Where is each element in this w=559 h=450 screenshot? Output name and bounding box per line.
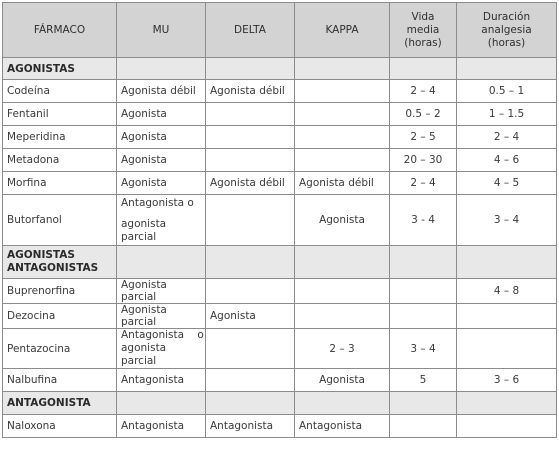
cell-mu: Agonista xyxy=(117,103,206,126)
cell-vida xyxy=(390,279,457,304)
cell-farmaco: Codeína xyxy=(3,80,117,103)
header-farmaco: FÁRMACO xyxy=(3,3,117,58)
cell-delta xyxy=(206,195,295,246)
cell-duracion: 3 – 4 xyxy=(457,195,557,246)
cell-mu-line1: Antagonista o xyxy=(121,329,204,341)
cell-delta: Antagonista xyxy=(206,415,295,438)
cell-mu: Agonista xyxy=(117,172,206,195)
cell-vida: 3 – 4 xyxy=(390,329,457,369)
cell-kappa xyxy=(295,80,390,103)
cell-kappa: Antagonista xyxy=(295,415,390,438)
cell-mu: Agonista parcial xyxy=(117,304,206,329)
cell-vida: 2 – 4 xyxy=(390,80,457,103)
table-row-buprenorfina xyxy=(3,279,557,304)
cell-duracion: 4 – 5 xyxy=(457,172,557,195)
group-label-agonistas-antagonistas xyxy=(3,246,117,279)
cell-duracion: 0.5 – 1 xyxy=(457,80,557,103)
cell-kappa: Agonista xyxy=(295,195,390,246)
cell-delta xyxy=(206,329,295,369)
header-duracion-analgesia xyxy=(457,3,557,58)
cell-vida xyxy=(390,415,457,438)
cell-kappa: 2 – 3 xyxy=(295,329,390,369)
cell-farmaco: Naloxona xyxy=(3,415,117,438)
table-row-pentazocina xyxy=(3,329,557,369)
cell-mu-line1: Antagonista o xyxy=(121,196,194,209)
cell-delta xyxy=(206,126,295,149)
cell-kappa xyxy=(295,103,390,126)
cell-farmaco: Morfina xyxy=(3,172,117,195)
cell-duracion: 2 – 4 xyxy=(457,126,557,149)
cell-delta: Agonista débil xyxy=(206,80,295,103)
cell-duracion: 4 – 6 xyxy=(457,149,557,172)
table-row-morfina xyxy=(3,172,557,195)
group-row-agonistas-antagonistas xyxy=(3,246,557,279)
cell-mu: Agonista xyxy=(117,126,206,149)
header-vida-line3: (horas) xyxy=(404,36,442,49)
cell-mu-line2: agonista parcial xyxy=(121,342,167,367)
cell-kappa xyxy=(295,279,390,304)
cell-delta xyxy=(206,149,295,172)
header-kappa: KAPPA xyxy=(295,3,390,58)
cell-farmaco: Metadona xyxy=(3,149,117,172)
cell-mu xyxy=(117,195,206,246)
table-row-nalbufina xyxy=(3,369,557,392)
group-label-line2: ANTAGONISTAS xyxy=(7,262,99,274)
cell-farmaco: Butorfanol xyxy=(3,195,117,246)
header-vida-line1: Vida xyxy=(411,10,435,23)
cell-delta: Agonista débil xyxy=(206,172,295,195)
cell-mu: Agonista parcial xyxy=(117,279,206,304)
cell-farmaco: Meperidina xyxy=(3,126,117,149)
cell-farmaco: Pentazocina xyxy=(3,329,117,369)
cell-duracion xyxy=(457,329,557,369)
cell-delta xyxy=(206,369,295,392)
cell-kappa: Agonista xyxy=(295,369,390,392)
cell-mu: Agonista xyxy=(117,149,206,172)
table-row-naloxona xyxy=(3,415,557,438)
cell-kappa: Agonista débil xyxy=(295,172,390,195)
cell-mu: Agonista débil xyxy=(117,80,206,103)
group-row-agonistas xyxy=(3,58,557,80)
cell-vida: 20 – 30 xyxy=(390,149,457,172)
header-vida-line2: media xyxy=(406,23,440,36)
cell-duracion: 4 – 8 xyxy=(457,279,557,304)
table-row-dezocina xyxy=(3,304,557,329)
cell-vida xyxy=(390,304,457,329)
cell-duracion xyxy=(457,415,557,438)
header-mu: MU xyxy=(117,3,206,58)
group-label-agonistas: AGONISTAS xyxy=(3,58,117,80)
cell-delta: Agonista xyxy=(206,304,295,329)
cell-mu: Antagonista xyxy=(117,369,206,392)
opioid-receptor-table xyxy=(2,2,557,438)
cell-farmaco: Nalbufina xyxy=(3,369,117,392)
table-row-codeina xyxy=(3,80,557,103)
cell-vida: 2 – 4 xyxy=(390,172,457,195)
cell-kappa xyxy=(295,126,390,149)
cell-vida: 2 – 5 xyxy=(390,126,457,149)
cell-delta xyxy=(206,103,295,126)
header-delta: DELTA xyxy=(206,3,295,58)
table-row-butorfanol xyxy=(3,195,557,246)
group-row-antagonista xyxy=(3,392,557,415)
cell-farmaco: Buprenorfina xyxy=(3,279,117,304)
header-duracion-line2: analgesia (horas) xyxy=(481,23,532,49)
header-row xyxy=(3,3,557,58)
cell-delta xyxy=(206,279,295,304)
cell-vida: 3 - 4 xyxy=(390,195,457,246)
cell-farmaco: Fentanil xyxy=(3,103,117,126)
cell-mu-line2: agonista parcial xyxy=(121,217,167,243)
cell-mu xyxy=(117,329,206,369)
group-label-antagonista: ANTAGONISTA xyxy=(3,392,117,415)
cell-mu: Antagonista xyxy=(117,415,206,438)
cell-vida: 0.5 – 2 xyxy=(390,103,457,126)
table-row-meperidina xyxy=(3,126,557,149)
cell-duracion: 3 – 6 xyxy=(457,369,557,392)
cell-kappa xyxy=(295,149,390,172)
table-row-metadona xyxy=(3,149,557,172)
header-duracion-line1: Duración xyxy=(482,10,531,23)
header-vida-media xyxy=(390,3,457,58)
cell-vida: 5 xyxy=(390,369,457,392)
cell-farmaco: Dezocina xyxy=(3,304,117,329)
group-label-line1: AGONISTAS xyxy=(7,249,75,261)
cell-duracion: 1 – 1.5 xyxy=(457,103,557,126)
table-row-fentanil xyxy=(3,103,557,126)
cell-duracion xyxy=(457,304,557,329)
cell-kappa xyxy=(295,304,390,329)
